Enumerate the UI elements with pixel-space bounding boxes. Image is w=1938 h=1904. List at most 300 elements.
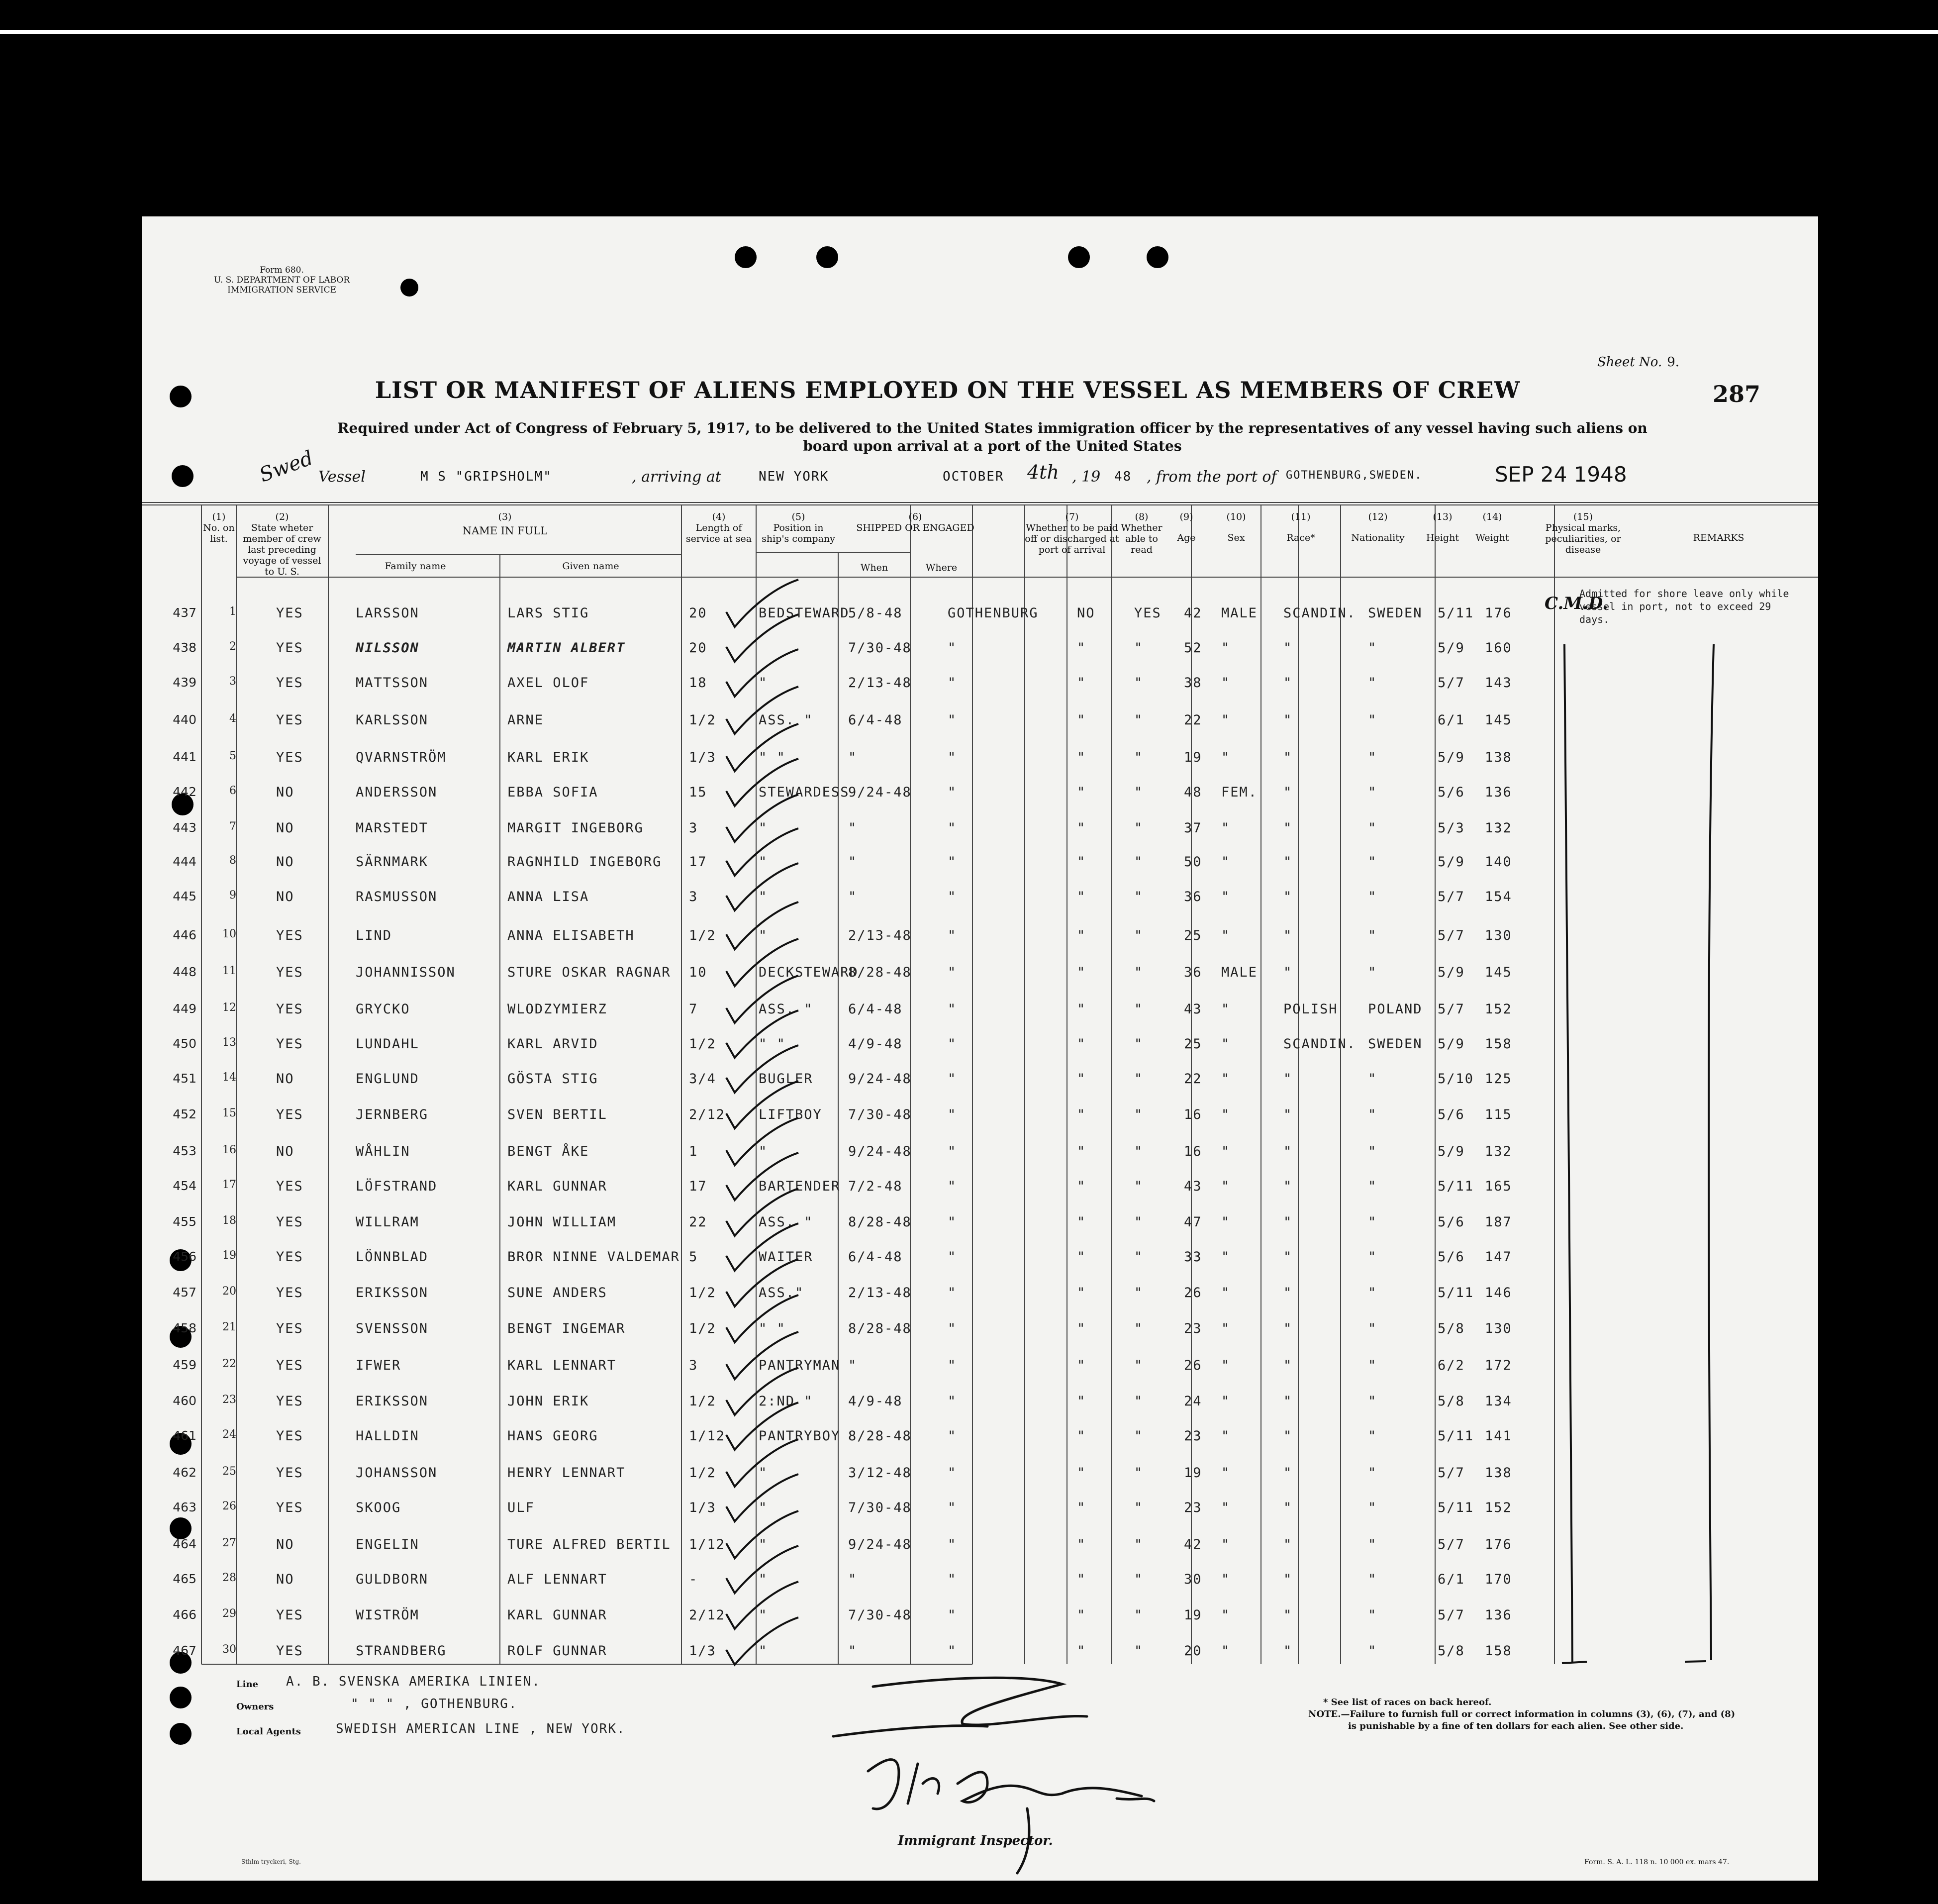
row-previous-voyage: YES (276, 1002, 303, 1017)
row-length-of-service: 3 (689, 889, 698, 904)
row-height: 5/11 (1438, 1428, 1474, 1444)
row-paid-off: " (1077, 750, 1086, 765)
header-label: Age (1177, 532, 1196, 543)
row-margin-number: 457 (173, 1285, 196, 1300)
row-position: ASS. " (759, 1214, 813, 1230)
row-able-to-read: " (1134, 854, 1144, 870)
row-previous-voyage: YES (276, 640, 303, 656)
row-weight: 134 (1485, 1394, 1512, 1409)
row-sex: " (1221, 1321, 1231, 1336)
row-age: 42 (1184, 1537, 1202, 1552)
row-position: " (759, 820, 768, 836)
row-margin-number: 442 (173, 785, 196, 799)
row-race: POLISH (1283, 1002, 1338, 1017)
row-margin-number: 441 (173, 750, 196, 764)
row-given-name: MARTIN ALBERT (507, 640, 626, 656)
row-family-name: QVARNSTRÖM (356, 750, 447, 765)
row-given-name: ANNA LISA (507, 889, 589, 904)
row-height: 5/11 (1438, 1500, 1474, 1515)
row-nationality: " (1368, 1465, 1377, 1481)
row-length-of-service: 22 (689, 1214, 707, 1230)
row-paid-off: " (1077, 712, 1086, 728)
row-given-name: SUNE ANDERS (507, 1285, 607, 1301)
row-race: " (1283, 785, 1293, 800)
row-shipped-when: " (848, 889, 858, 904)
row-family-name: JERNBERG (356, 1107, 429, 1122)
row-list-number: 17 (222, 1179, 236, 1191)
row-shipped-where: " (948, 712, 957, 728)
row-weight: 165 (1485, 1179, 1512, 1194)
row-weight: 136 (1485, 1607, 1512, 1623)
row-length-of-service: 10 (689, 965, 707, 980)
row-previous-voyage: YES (276, 1285, 303, 1301)
check-mark (726, 795, 798, 842)
length-check-marks (142, 216, 1818, 1881)
row-race: " (1283, 1500, 1293, 1515)
row-list-number: 21 (222, 1321, 236, 1333)
row-race: " (1283, 1107, 1293, 1122)
row-previous-voyage: YES (276, 605, 303, 621)
row-paid-off: " (1077, 1643, 1086, 1659)
row-race: SCANDIN. (1283, 1036, 1357, 1052)
row-length-of-service: 3 (689, 820, 698, 836)
remarks-initials: C.M.D. (1545, 594, 1608, 613)
row-race: " (1283, 1321, 1293, 1336)
row-shipped-where: " (948, 1607, 957, 1623)
footnote: is punishable by a fine of ten dollars for each alien. See other side. (1348, 1721, 1684, 1731)
row-weight: 154 (1485, 889, 1512, 904)
row-given-name: ROLF GUNNAR (507, 1643, 607, 1659)
row-able-to-read: " (1134, 1358, 1144, 1373)
row-position: " (759, 854, 768, 870)
row-previous-voyage: YES (276, 675, 303, 691)
row-shipped-when: 2/13-48 (848, 1285, 912, 1301)
row-family-name: SÄRNMARK (356, 854, 429, 870)
row-given-name: BENGT INGEMAR (507, 1321, 626, 1336)
row-list-number: 26 (222, 1500, 236, 1512)
row-sex: " (1221, 1179, 1231, 1194)
row-paid-off: " (1077, 1002, 1086, 1017)
row-shipped-where: " (948, 1321, 957, 1336)
row-margin-number: 464 (173, 1537, 196, 1551)
row-paid-off: NO (1077, 605, 1095, 621)
header-label: Sex (1227, 532, 1245, 543)
row-age: 48 (1184, 785, 1202, 800)
header-label: NAME IN FULL (462, 525, 548, 537)
row-previous-voyage: YES (276, 1428, 303, 1444)
row-shipped-when: " (848, 820, 858, 836)
row-age: 25 (1184, 928, 1202, 943)
row-able-to-read: " (1134, 1144, 1144, 1159)
row-previous-voyage: NO (276, 1572, 294, 1587)
row-shipped-when: 5/8-48 (848, 605, 903, 621)
row-margin-number: 467 (173, 1643, 196, 1658)
row-able-to-read: " (1134, 1285, 1144, 1301)
row-age: 16 (1184, 1107, 1202, 1122)
row-nationality: " (1368, 1607, 1377, 1623)
row-list-number: 13 (222, 1036, 236, 1049)
row-previous-voyage: YES (276, 1465, 303, 1481)
row-height: 5/9 (1438, 854, 1465, 870)
row-age: 47 (1184, 1214, 1202, 1230)
row-family-name: KARLSSON (356, 712, 429, 728)
row-shipped-where: " (948, 1643, 957, 1659)
row-able-to-read: " (1134, 1179, 1144, 1194)
row-length-of-service: 17 (689, 854, 707, 870)
row-race: " (1283, 1144, 1293, 1159)
row-family-name: ENGLUND (356, 1071, 419, 1087)
subtitle-line: Required under Act of Congress of February 5, 1917, to be delivered to the United States immigration officer by the representatives of any vessel having such aliens on (337, 420, 1647, 436)
row-shipped-when: 9/24-48 (848, 1144, 912, 1159)
row-nationality: POLAND (1368, 1002, 1423, 1017)
row-sex: " (1221, 1249, 1231, 1265)
row-length-of-service: 20 (689, 640, 707, 656)
row-shipped-when: 9/24-48 (848, 1537, 912, 1552)
row-family-name: NILSSON (356, 640, 419, 656)
row-height: 5/7 (1438, 1465, 1465, 1481)
row-race: " (1283, 1358, 1293, 1373)
row-nationality: " (1368, 820, 1377, 836)
row-given-name: BENGT ÅKE (507, 1144, 589, 1159)
row-shipped-when: 7/2-48 (848, 1179, 903, 1194)
row-position: 2:ND " (759, 1394, 813, 1409)
row-margin-number: 455 (173, 1214, 196, 1229)
row-race: " (1283, 1249, 1293, 1265)
row-margin-number: 445 (173, 889, 196, 903)
row-height: 5/9 (1438, 965, 1465, 980)
row-weight: 130 (1485, 1321, 1512, 1336)
row-given-name: TURE ALFRED BERTIL (507, 1537, 671, 1552)
row-weight: 152 (1485, 1500, 1512, 1515)
row-weight: 146 (1485, 1285, 1512, 1301)
header-number: (7) (1065, 511, 1079, 522)
owners-value: " " " , GOTHENBURG. (351, 1697, 518, 1711)
row-shipped-where: GOTHENBURG (948, 605, 1039, 621)
row-able-to-read: " (1134, 1002, 1144, 1017)
row-position: " " (759, 750, 786, 765)
row-list-number: 10 (222, 928, 236, 940)
row-shipped-when: 3/12-48 (848, 1465, 912, 1481)
row-race: " (1283, 1607, 1293, 1623)
row-position: " (759, 1465, 768, 1481)
row-shipped-when: 9/24-48 (848, 785, 912, 800)
row-shipped-when: 9/24-48 (848, 1071, 912, 1087)
row-age: 23 (1184, 1428, 1202, 1444)
row-shipped-when: 6/4-48 (848, 1249, 903, 1265)
header-number: (5) (791, 511, 805, 522)
row-age: 22 (1184, 712, 1202, 728)
row-length-of-service: 1/3 (689, 750, 716, 765)
row-list-number: 30 (222, 1643, 236, 1656)
header-label: Height (1426, 532, 1459, 543)
row-list-number: 6 (229, 785, 236, 797)
row-able-to-read: " (1134, 1321, 1144, 1336)
row-sex: " (1221, 854, 1231, 870)
row-length-of-service: 1/12 (689, 1428, 726, 1444)
row-weight: 138 (1485, 1465, 1512, 1481)
vessel-name: M S "GRIPSHOLM" (420, 469, 552, 484)
row-shipped-where: " (948, 1036, 957, 1052)
row-previous-voyage: YES (276, 928, 303, 943)
row-paid-off: " (1077, 1214, 1086, 1230)
row-previous-voyage: YES (276, 1107, 303, 1122)
row-shipped-where: " (948, 1428, 957, 1444)
row-nationality: " (1368, 1107, 1377, 1122)
row-race: " (1283, 1537, 1293, 1552)
row-family-name: IFWER (356, 1358, 401, 1373)
remarks-note: Admitted for shore leave only while vessel in port, not to exceed 29 days. (1579, 588, 1789, 625)
row-previous-voyage: YES (276, 1321, 303, 1336)
row-length-of-service: 17 (689, 1179, 707, 1194)
row-race: " (1283, 1214, 1293, 1230)
row-list-number: 28 (222, 1572, 236, 1584)
row-shipped-where: " (948, 1179, 957, 1194)
row-sex: " (1221, 1537, 1231, 1552)
row-paid-off: " (1077, 889, 1086, 904)
row-race: " (1283, 889, 1293, 904)
row-able-to-read: " (1134, 1107, 1144, 1122)
row-able-to-read: " (1134, 1500, 1144, 1515)
row-age: 36 (1184, 889, 1202, 904)
row-shipped-when: 4/9-48 (848, 1394, 903, 1409)
header-number: (6) (908, 511, 922, 522)
row-nationality: " (1368, 889, 1377, 904)
row-shipped-when: 7/30-48 (848, 640, 912, 656)
row-length-of-service: 5 (689, 1249, 698, 1265)
row-sex: " (1221, 1144, 1231, 1159)
row-nationality: " (1368, 785, 1377, 800)
row-position: " " (759, 1036, 786, 1052)
row-position: " (759, 1607, 768, 1623)
row-sex: " (1221, 640, 1231, 656)
row-sex: FEM. (1221, 785, 1258, 800)
row-sex: " (1221, 750, 1231, 765)
row-family-name: MATTSSON (356, 675, 429, 691)
row-height: 5/10 (1438, 1071, 1474, 1087)
row-age: 43 (1184, 1179, 1202, 1194)
row-nationality: " (1368, 1285, 1377, 1301)
row-sex: " (1221, 1572, 1231, 1587)
row-margin-number: 438 (173, 640, 196, 655)
row-nationality: " (1368, 1394, 1377, 1409)
row-nationality: " (1368, 1144, 1377, 1159)
row-shipped-when: 6/4-48 (848, 712, 903, 728)
row-sex: " (1221, 1107, 1231, 1122)
row-shipped-when: " (848, 854, 858, 870)
header-label: Weight (1475, 532, 1509, 543)
row-weight: 130 (1485, 928, 1512, 943)
date-stamp: SEP 24 1948 (1495, 462, 1627, 487)
row-given-name: SVEN BERTIL (507, 1107, 607, 1122)
row-family-name: LÖFSTRAND (356, 1179, 438, 1194)
row-nationality: " (1368, 965, 1377, 980)
row-height: 5/8 (1438, 1394, 1465, 1409)
row-given-name: HANS GEORG (507, 1428, 598, 1444)
row-margin-number: 461 (173, 1428, 196, 1443)
row-paid-off: " (1077, 1321, 1086, 1336)
row-race: " (1283, 854, 1293, 870)
row-race: " (1283, 1394, 1293, 1409)
sheet-value: 9. (1667, 355, 1680, 370)
row-nationality: " (1368, 854, 1377, 870)
row-family-name: LARSSON (356, 605, 419, 621)
row-list-number: 16 (222, 1144, 236, 1156)
row-able-to-read: " (1134, 820, 1144, 836)
row-sex: " (1221, 1358, 1231, 1373)
header-remarks: REMARKS (1693, 532, 1744, 543)
row-height: 5/7 (1438, 889, 1465, 904)
row-previous-voyage: YES (276, 965, 303, 980)
row-shipped-where: " (948, 1249, 957, 1265)
row-paid-off: " (1077, 785, 1086, 800)
row-family-name: LIND (356, 928, 392, 943)
row-weight: 152 (1485, 1002, 1512, 1017)
row-paid-off: " (1077, 1036, 1086, 1052)
row-given-name: ARNE (507, 712, 544, 728)
row-shipped-where: " (948, 1071, 957, 1087)
row-shipped-when: 8/28-48 (848, 1214, 912, 1230)
row-sex: MALE (1221, 605, 1258, 621)
row-race: " (1283, 1572, 1293, 1587)
row-weight: 176 (1485, 1537, 1512, 1552)
row-weight: 145 (1485, 965, 1512, 980)
row-shipped-where: " (948, 889, 957, 904)
row-nationality: " (1368, 750, 1377, 765)
row-previous-voyage: YES (276, 712, 303, 728)
row-height: 5/7 (1438, 1537, 1465, 1552)
row-length-of-service: 2/12 (689, 1107, 726, 1122)
row-length-of-service: 1/3 (689, 1643, 716, 1659)
row-height: 5/8 (1438, 1321, 1465, 1336)
row-nationality: " (1368, 1428, 1377, 1444)
header-label: SHIPPED OR ENGAGED (856, 522, 974, 533)
row-nationality: " (1368, 1500, 1377, 1515)
row-nationality: " (1368, 1643, 1377, 1659)
row-margin-number: 439 (173, 675, 196, 690)
row-able-to-read: " (1134, 1643, 1144, 1659)
header-number: (10) (1226, 511, 1246, 522)
row-weight: 143 (1485, 675, 1512, 691)
row-previous-voyage: NO (276, 820, 294, 836)
row-previous-voyage: YES (276, 1249, 303, 1265)
row-age: 16 (1184, 1144, 1202, 1159)
row-previous-voyage: YES (276, 1214, 303, 1230)
row-paid-off: " (1077, 1071, 1086, 1087)
row-age: 26 (1184, 1285, 1202, 1301)
row-length-of-service: 1/12 (689, 1537, 726, 1552)
row-position: BEDSTEWARD (759, 605, 850, 621)
row-shipped-where: " (948, 1537, 957, 1552)
row-list-number: 7 (229, 820, 236, 833)
row-height: 5/11 (1438, 1285, 1474, 1301)
form-line: IMMIGRATION SERVICE (227, 285, 337, 295)
form-footer: Form. S. A. L. 118 n. 10 000 ex. mars 47. (1584, 1858, 1730, 1866)
row-age: 26 (1184, 1358, 1202, 1373)
row-position: PANTRYBOY (759, 1428, 841, 1444)
vessel-annotation: Swed (256, 446, 316, 487)
local-agents-value: SWEDISH AMERICAN LINE , NEW YORK. (336, 1721, 626, 1736)
row-list-number: 11 (222, 965, 236, 977)
row-able-to-read: " (1134, 1036, 1144, 1052)
header-number: (14) (1482, 511, 1502, 522)
row-given-name: BROR NINNE VALDEMAR (507, 1249, 680, 1265)
row-shipped-when: 2/13-48 (848, 928, 912, 943)
row-height: 5/11 (1438, 1179, 1474, 1194)
vessel-label: Vessel (318, 468, 366, 486)
row-race: SCANDIN. (1283, 605, 1357, 621)
row-given-name: ALF LENNART (507, 1572, 607, 1587)
row-list-number: 20 (222, 1285, 236, 1298)
row-sex: " (1221, 712, 1231, 728)
row-length-of-service: 20 (689, 605, 707, 621)
row-age: 50 (1184, 854, 1202, 870)
header-label: Length of service at sea (685, 522, 752, 544)
header-number: (13) (1433, 511, 1453, 522)
row-nationality: " (1368, 675, 1377, 691)
row-position: LIFTBOY (759, 1107, 822, 1122)
row-given-name: ULF (507, 1500, 535, 1515)
row-given-name: HENRY LENNART (507, 1465, 626, 1481)
header-number: (11) (1291, 511, 1311, 522)
form-line: Form 680. (260, 265, 304, 275)
row-length-of-service: 1/3 (689, 1500, 716, 1515)
row-position: " (759, 1643, 768, 1659)
row-nationality: " (1368, 1358, 1377, 1373)
row-sex: " (1221, 675, 1231, 691)
row-list-number: 12 (222, 1002, 236, 1014)
check-mark (726, 649, 798, 697)
header-where: Where (925, 562, 958, 573)
line-value: A. B. SVENSKA AMERIKA LINIEN. (286, 1674, 541, 1689)
row-paid-off: " (1077, 1500, 1086, 1515)
row-margin-number: 456 (173, 1249, 196, 1264)
row-race: " (1283, 750, 1293, 765)
row-position: PANTRYMAN (759, 1358, 841, 1373)
row-age: 30 (1184, 1572, 1202, 1587)
row-race: " (1283, 640, 1293, 656)
row-able-to-read: YES (1134, 605, 1162, 621)
row-margin-number: 450 (173, 1036, 196, 1051)
row-sex: " (1221, 928, 1231, 943)
row-position: " (759, 1572, 768, 1587)
row-age: 52 (1184, 640, 1202, 656)
row-height: 5/7 (1438, 1607, 1465, 1623)
row-height: 5/3 (1438, 820, 1465, 836)
row-previous-voyage: YES (276, 1500, 303, 1515)
header-label: Race* (1286, 532, 1315, 543)
row-family-name: ERIKSSON (356, 1285, 429, 1301)
row-family-name: RASMUSSON (356, 889, 438, 904)
row-shipped-where: " (948, 928, 957, 943)
row-able-to-read: " (1134, 1572, 1144, 1587)
row-height: 5/9 (1438, 640, 1465, 656)
row-shipped-where: " (948, 1285, 957, 1301)
row-able-to-read: " (1134, 965, 1144, 980)
row-list-number: 25 (222, 1465, 236, 1478)
from-port: GOTHENBURG,SWEDEN. (1286, 469, 1423, 482)
row-nationality: " (1368, 1214, 1377, 1230)
row-weight: 115 (1485, 1107, 1512, 1122)
row-age: 22 (1184, 1071, 1202, 1087)
row-given-name: JOHN WILLIAM (507, 1214, 617, 1230)
row-shipped-where: " (948, 1358, 957, 1373)
row-shipped-where: " (948, 820, 957, 836)
row-height: 5/11 (1438, 605, 1474, 621)
row-shipped-when: 8/28-48 (848, 1428, 912, 1444)
row-weight: 158 (1485, 1036, 1512, 1052)
row-given-name: KARL ERIK (507, 750, 589, 765)
row-nationality: " (1368, 928, 1377, 943)
